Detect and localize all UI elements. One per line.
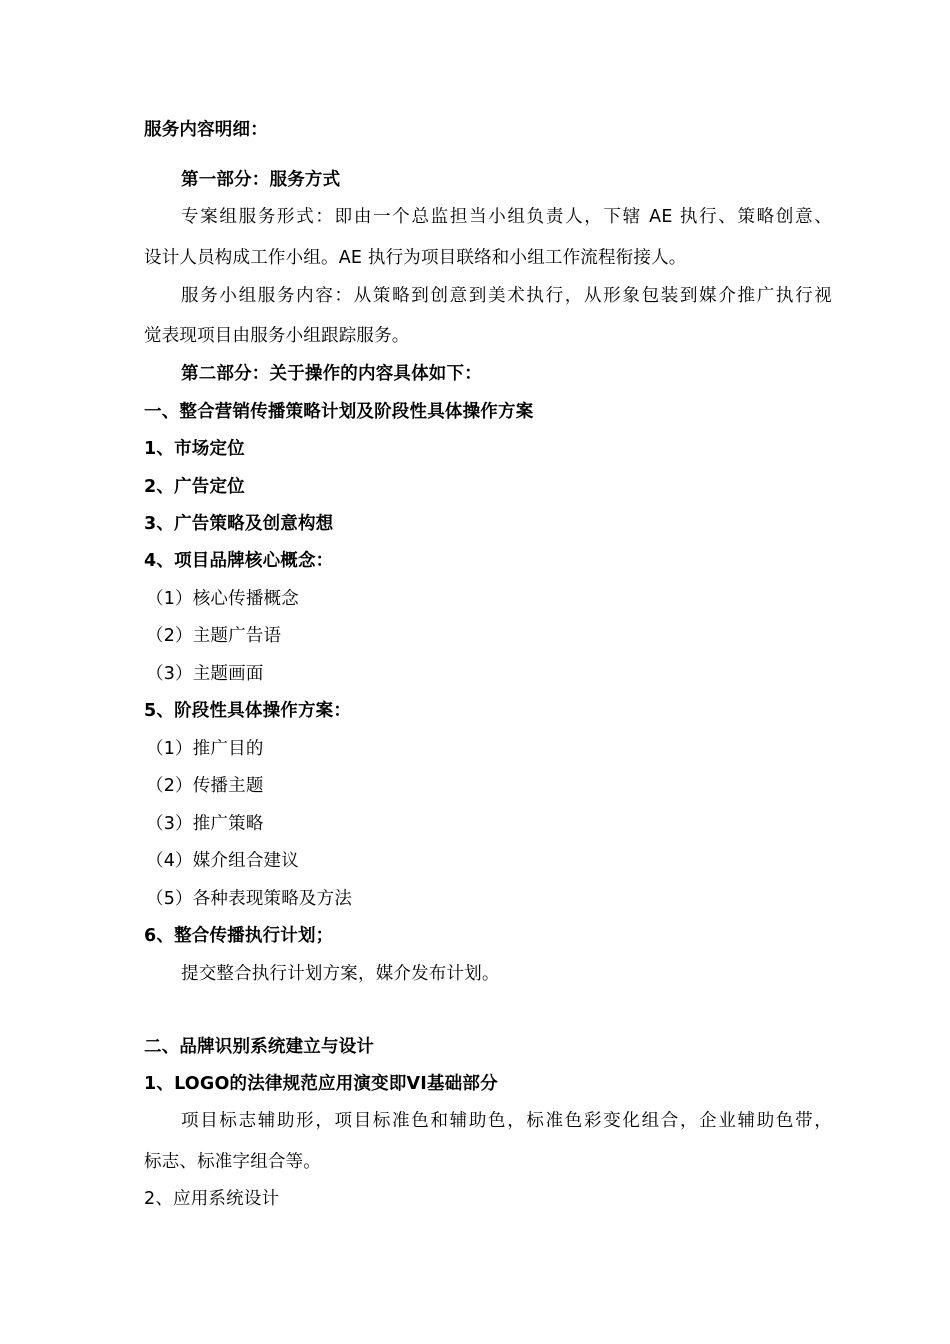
- part1-paragraph2-line2: 觉表现项目由服务小组跟踪服务。: [144, 326, 410, 346]
- part1-paragraph2-line1: 服务小组服务内容：从策略到创意到美术执行，从形象包装到媒介推广执行视: [181, 286, 832, 306]
- section1-item-4-sub-3: （3）主题画面: [146, 664, 264, 684]
- section1-item-6: 6、整合传播执行计划；: [144, 926, 334, 946]
- section1-item-4-sub-2: （2）主题广告语: [146, 626, 282, 646]
- section1-item-5-sub-5: （5）各种表现策略及方法: [146, 889, 353, 909]
- section1-item-5-sub-2: （2）传播主题: [146, 776, 264, 796]
- section1-title: 一、整合营销传播策略计划及阶段性具体操作方案: [144, 402, 534, 422]
- section1-item-5-sub-1: （1）推广目的: [146, 739, 264, 759]
- section2-item-1-line1: 项目标志辅助形，项目标准色和辅助色，标准色彩变化组合，企业辅助色带，: [181, 1111, 832, 1131]
- section2-title: 二、品牌识别系统建立与设计: [144, 1037, 375, 1057]
- section2-item-1: 1、LOGO的法律规范应用演变即VI基础部分: [144, 1074, 498, 1094]
- document-heading: 服务内容明细：: [144, 120, 268, 140]
- section1-item-1: 1、市场定位: [144, 439, 245, 459]
- section1-item-5-sub-3: （3）推广策略: [146, 814, 264, 834]
- section1-item-3: 3、广告策略及创意构想: [144, 514, 334, 534]
- part1-title: 第一部分：服务方式: [181, 170, 341, 190]
- section1-item-5: 5、阶段性具体操作方案：: [144, 701, 352, 721]
- section1-item-4-sub-1: （1）核心传播概念: [146, 589, 299, 609]
- section1-item-5-sub-4: （4）媒介组合建议: [146, 851, 299, 871]
- section1-item-2: 2、广告定位: [144, 477, 245, 497]
- part2-title: 第二部分：关于操作的内容具体如下：: [181, 364, 482, 384]
- section1-item-4: 4、项目品牌核心概念：: [144, 551, 334, 571]
- section2-item-1-line2: 标志、标准字组合等。: [144, 1152, 321, 1172]
- section2-item-2: 2、应用系统设计: [144, 1189, 280, 1209]
- part1-paragraph1-line1: 专案组服务形式：即由一个总监担当小组负责人，下辖 AE 执行、策略创意、: [181, 207, 832, 227]
- part1-paragraph1-line2: 设计人员构成工作小组。AE 执行为项目联络和小组工作流程衔接人。: [144, 248, 687, 268]
- section1-item-6-text: 提交整合执行计划方案，媒介发布计划。: [181, 964, 500, 984]
